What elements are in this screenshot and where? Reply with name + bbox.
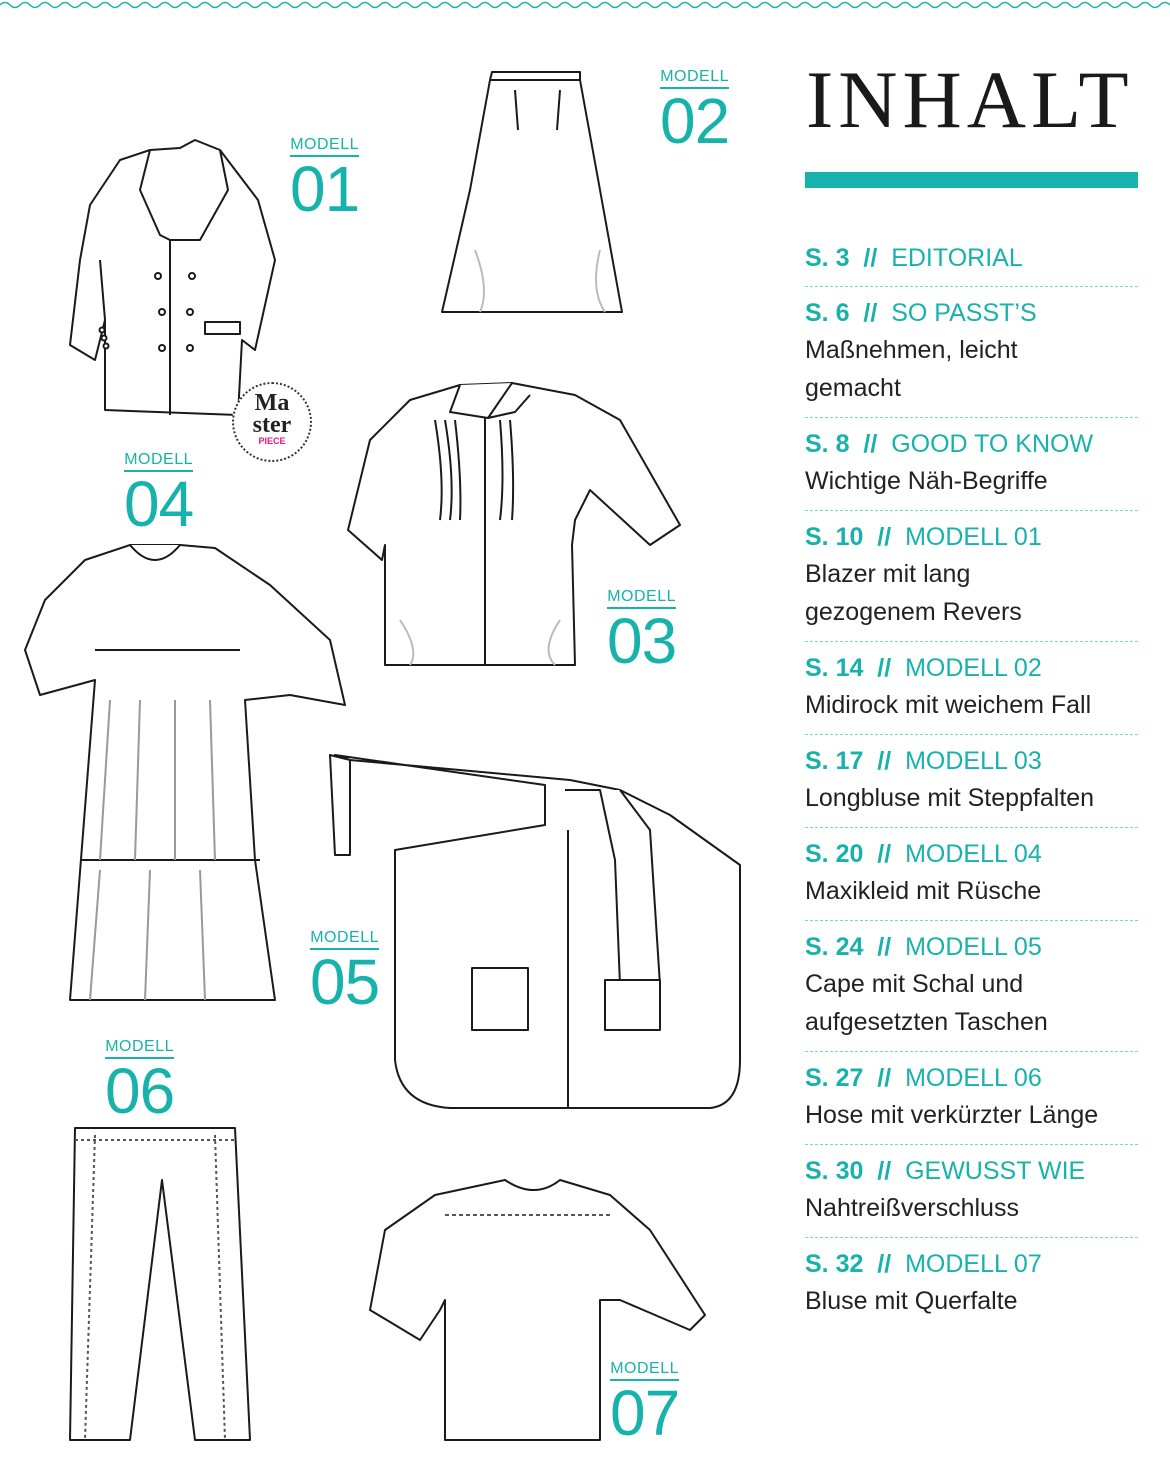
- toc-description: Longbluse mit Steppfalten: [805, 784, 1095, 812]
- skirt-drawing: [442, 72, 622, 312]
- toc-section-title: MODELL 07: [905, 1250, 1042, 1278]
- badge-line-1: Ma: [254, 390, 290, 416]
- toc-entry[interactable]: [805, 1060, 1138, 1145]
- badge-line-2: ster: [252, 412, 292, 438]
- toc-entry-heading: [805, 1060, 1138, 1096]
- toc-entry[interactable]: [805, 240, 1138, 287]
- blazer-drawing: [70, 140, 275, 415]
- toc-entry[interactable]: [805, 295, 1138, 418]
- toc-entry[interactable]: [805, 519, 1138, 642]
- toc-page-number: S. 10: [805, 523, 864, 551]
- toc-separator: //: [877, 654, 892, 682]
- table-of-contents: [805, 240, 1138, 1338]
- toc-entry-heading: [805, 1246, 1138, 1282]
- masterpiece-badge: [232, 382, 312, 462]
- toc-page-number: S. 6: [805, 299, 850, 327]
- toc-separator: //: [877, 840, 892, 868]
- toc-page-number: S. 17: [805, 747, 864, 775]
- toc-page-number: S. 24: [805, 933, 864, 961]
- toc-entry-heading: [805, 426, 1138, 462]
- toc-section-title: MODELL 06: [905, 1064, 1042, 1092]
- model-word: MODELL: [607, 588, 676, 609]
- model-number: 06: [105, 1055, 175, 1127]
- toc-description: Maßnehmen, leicht gemacht: [805, 336, 1018, 402]
- toc-entry-heading: [805, 295, 1138, 331]
- model-word: MODELL: [310, 929, 379, 950]
- toc-entry-heading: [805, 836, 1138, 872]
- toc-page-number: S. 20: [805, 840, 864, 868]
- toc-entry[interactable]: [805, 836, 1138, 921]
- model-label-01: [290, 136, 360, 225]
- page-title: INHALT: [806, 54, 1134, 145]
- toc-entry[interactable]: [805, 650, 1138, 735]
- toc-entry-heading: [805, 519, 1138, 555]
- model-word: MODELL: [124, 451, 193, 472]
- title-accent-bar: [805, 172, 1138, 188]
- toc-section-title: GEWUSST WIE: [905, 1157, 1086, 1185]
- toc-page-number: S. 32: [805, 1250, 864, 1278]
- toc-page-number: S. 14: [805, 654, 864, 682]
- toc-entry-heading: [805, 743, 1138, 779]
- badge-line-3: PIECE: [258, 436, 286, 446]
- cape-with-scarf-drawing: [330, 755, 740, 1108]
- toc-separator: //: [877, 747, 892, 775]
- toc-separator: //: [877, 933, 892, 961]
- toc-entry-heading: [805, 929, 1138, 965]
- model-number: 07: [610, 1377, 680, 1449]
- model-word: MODELL: [660, 68, 729, 89]
- model-number: 05: [310, 946, 380, 1018]
- toc-section-title: SO PASST’S: [891, 299, 1037, 327]
- toc-entry-heading: [805, 1153, 1138, 1189]
- model-label-06: [105, 1038, 175, 1127]
- toc-separator: //: [877, 523, 892, 551]
- toc-separator: //: [863, 299, 878, 327]
- toc-section-title: MODELL 05: [905, 933, 1042, 961]
- toc-description: Nahtreißverschluss: [805, 1194, 1019, 1222]
- model-number: 03: [607, 605, 677, 677]
- toc-description: Midirock mit weichem Fall: [805, 691, 1092, 719]
- toc-entry[interactable]: [805, 1153, 1138, 1238]
- model-number: 01: [290, 153, 360, 225]
- model-number: 04: [124, 468, 194, 540]
- toc-entry-heading: [805, 240, 1138, 276]
- toc-section-title: MODELL 02: [905, 654, 1042, 682]
- model-word: MODELL: [290, 136, 359, 157]
- toc-separator: //: [877, 1157, 892, 1185]
- toc-entry[interactable]: [805, 743, 1138, 828]
- toc-separator: //: [863, 430, 878, 458]
- toc-description: Hose mit verkürzter Länge: [805, 1101, 1099, 1129]
- toc-section-title: MODELL 01: [905, 523, 1042, 551]
- model-word: MODELL: [105, 1038, 174, 1059]
- toc-entry-heading: [805, 650, 1138, 686]
- maxi-dress-drawing: [25, 545, 345, 1000]
- toc-entry[interactable]: [805, 1246, 1138, 1330]
- toc-separator: //: [877, 1250, 892, 1278]
- toc-page-number: S. 3: [805, 244, 850, 272]
- model-label-04: [124, 451, 194, 540]
- trousers-drawing: [70, 1128, 250, 1440]
- toc-separator: //: [863, 244, 878, 272]
- model-label-03: [607, 588, 677, 677]
- toc-description: Bluse mit Querfalte: [805, 1287, 1018, 1315]
- toc-page-number: S. 27: [805, 1064, 864, 1092]
- toc-description: Blazer mit lang gezogenem Revers: [805, 560, 1022, 626]
- toc-section-title: EDITORIAL: [891, 244, 1023, 272]
- model-label-05: [310, 929, 380, 1018]
- toc-entry[interactable]: [805, 929, 1138, 1052]
- toc-section-title: MODELL 03: [905, 747, 1042, 775]
- toc-page-number: S. 30: [805, 1157, 864, 1185]
- model-number: 02: [660, 85, 730, 157]
- model-label-02: [660, 68, 730, 157]
- toc-section-title: GOOD TO KNOW: [891, 430, 1094, 458]
- toc-entry[interactable]: [805, 426, 1138, 511]
- toc-page-number: S. 8: [805, 430, 850, 458]
- toc-separator: //: [877, 1064, 892, 1092]
- toc-description: Cape mit Schal und aufgesetzten Taschen: [805, 970, 1048, 1036]
- toc-description: Maxikleid mit Rüsche: [805, 877, 1042, 905]
- model-label-07: [610, 1360, 680, 1449]
- toc-description: Wichtige Näh-Begriffe: [805, 467, 1048, 495]
- model-word: MODELL: [610, 1360, 679, 1381]
- toc-section-title: MODELL 04: [905, 840, 1042, 868]
